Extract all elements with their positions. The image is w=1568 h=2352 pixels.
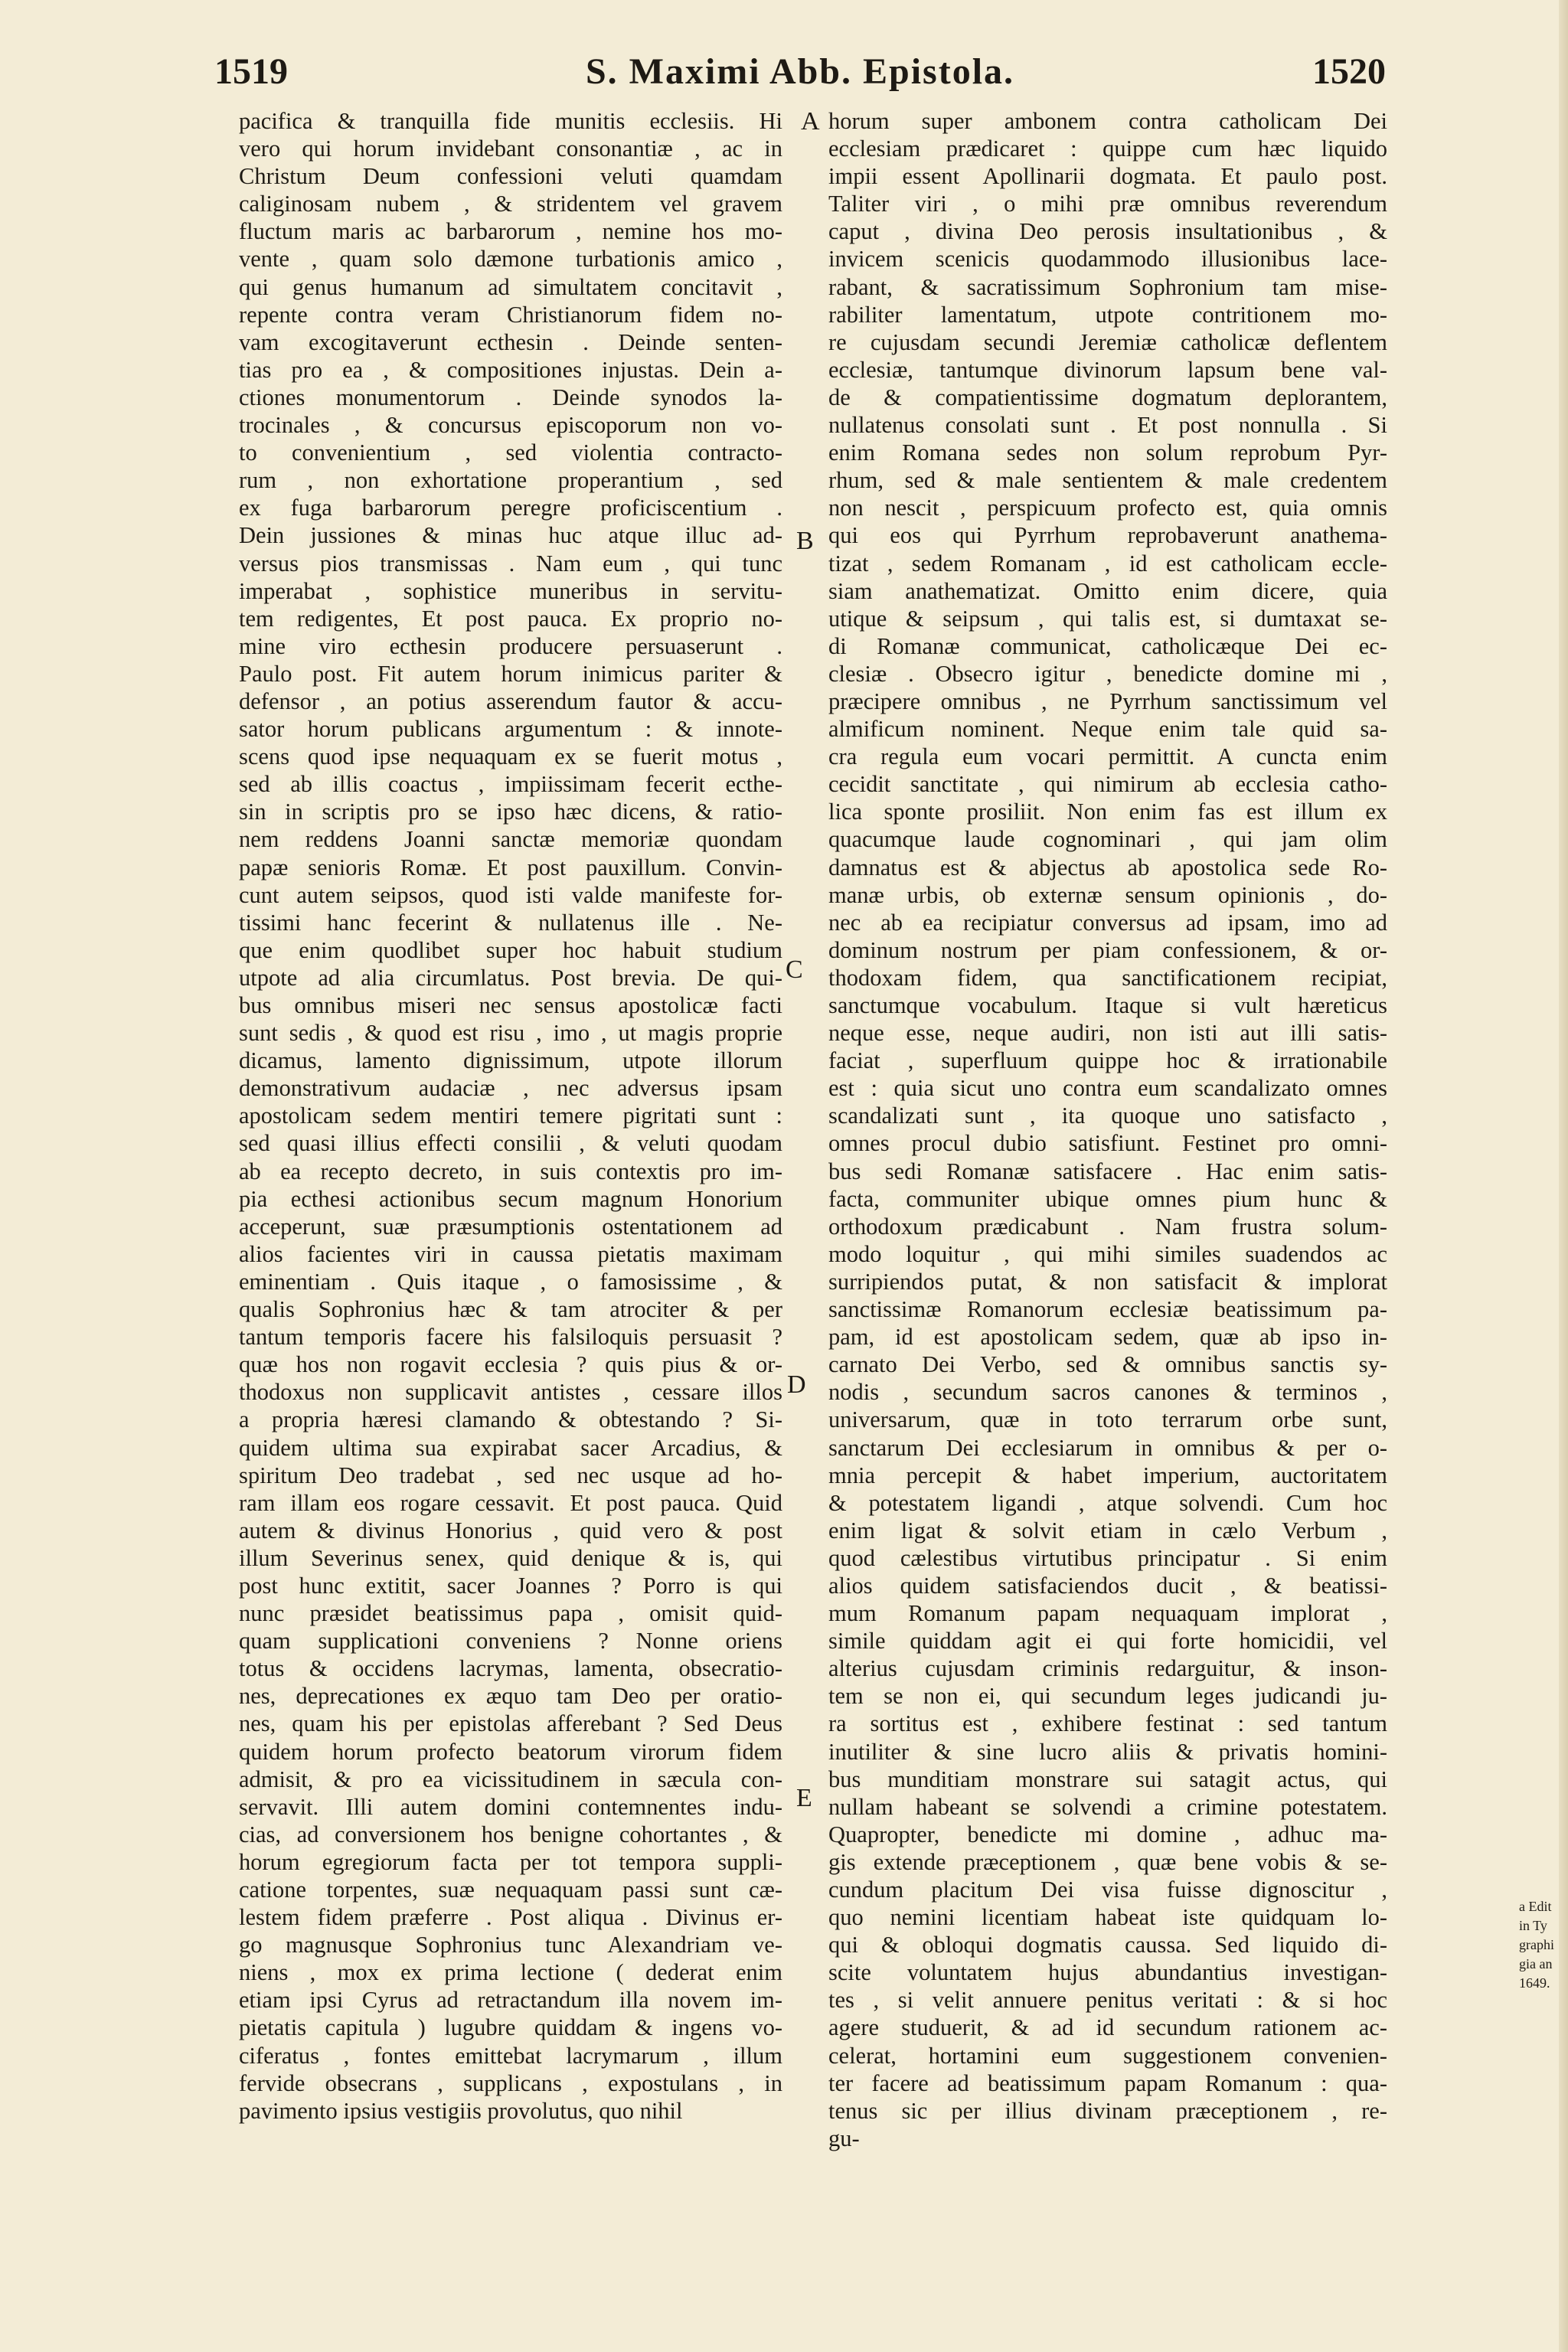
text-line: autem & divinus Honorius , quid vero & post — [239, 1517, 782, 1544]
text-line: versus pios transmissas . Nam eum , qui tunc — [239, 550, 782, 577]
text-line: que enim quodlibet super hoc habuit studium — [239, 936, 782, 963]
text-line: tenus sic per illius divinam præceptionem , re- — [828, 2097, 1387, 2124]
text-line: qui genus humanum ad simultatem concitavit , — [239, 273, 782, 300]
text-line: tissimi hanc fecerint & nullatenus ille . Ne- — [239, 909, 782, 936]
text-line: apostolicam sedem mentiri temere pigritati sunt : — [239, 1102, 782, 1129]
text-line: qualis Sophronius hæc & tam atrociter & per — [239, 1296, 782, 1323]
text-line: modo loquitur , qui mihi similes suadendos ac — [828, 1240, 1387, 1267]
side-note-line: 1649. — [1519, 1975, 1550, 1991]
text-line: est : quia sicut uno contra eum scandalizato omnes — [828, 1075, 1387, 1102]
text-line: Paulo post. Fit autem horum inimicus pariter & — [239, 660, 782, 687]
text-line: surripiendos putat, & non satisfacit & implorat — [828, 1268, 1387, 1295]
text-line: neque esse, neque audiri, non isti aut illi satis- — [828, 1020, 1387, 1047]
running-header — [214, 51, 1386, 104]
text-line: nullam habeant se solvendi a crimine potestatem. — [828, 1793, 1387, 1820]
text-line: Dein jussiones & minas huc atque illuc ad- — [239, 522, 782, 549]
page-title: S. Maximi Abb. Epistola. — [585, 51, 1015, 92]
text-line: mum Romanum papam nequaquam implorat , — [828, 1600, 1387, 1627]
text-line: facta, communiter ubique omnes pium hunc & — [828, 1185, 1387, 1212]
text-line: cra regula eum vocari permittit. A cuncta enim — [828, 743, 1387, 770]
text-line: cecidit sanctitate , qui nimirum ab ecclesia catho- — [828, 771, 1387, 798]
text-line: illum Severinus senex, quid denique & is, qui — [239, 1544, 782, 1571]
text-line: di Romanæ communicat, catholicæque Dei ec- — [828, 632, 1387, 659]
text-line: Taliter viri , o mihi præ omnibus reverendum — [828, 191, 1387, 217]
text-line: rhum, sed & male sentientem & male credentem — [828, 467, 1387, 494]
text-line: ex fuga barbarorum peregre proficiscentium . — [239, 495, 782, 521]
text-line: totus & occidens lacrymas, lamenta, obsecratio- — [239, 1655, 782, 1682]
text-line: tem se non ei, qui secundum leges judicandi ju- — [828, 1683, 1387, 1710]
text-line: quidem horum profecto beatorum virorum fidem — [239, 1738, 782, 1765]
text-line: pacifica & tranquilla fide munitis ecclesiis. Hi — [239, 108, 782, 134]
text-line: ter facere ad beatissimum papam Romanum : qua- — [828, 2069, 1387, 2096]
text-line: fluctum maris ac barbarorum , nemine hos mo- — [239, 218, 782, 245]
text-line: orthodoxum prædicabunt . Nam frustra solum- — [828, 1213, 1387, 1240]
text-line: alios facientes viri in caussa pietatis maximam — [239, 1240, 782, 1267]
text-line: thodoxam fidem, qua sanctificationem recipiat, — [828, 964, 1387, 991]
text-line: post hunc extitit, sacer Joannes ? Porro is qui — [239, 1572, 782, 1599]
text-line: defensor , an potius asserendum fautor & accu- — [239, 688, 782, 714]
text-line: scens quod ipse nequaquam ex se fuerit motus , — [239, 743, 782, 770]
text-line: utique & seipsum , qui talis est, si dumtaxat se- — [828, 605, 1387, 632]
text-line: non nescit , perspicuum profecto est, quia omnis — [828, 495, 1387, 521]
text-line: nec ab ea recipiatur conversus ad ipsam, imo ad — [828, 909, 1387, 936]
text-line: rum , non exhortatione properantium , sed — [239, 467, 782, 494]
text-line: spiritum Deo tradebat , sed nec usque ad ho- — [239, 1462, 782, 1488]
text-line: nes, quam his per epistolas afferebant ? Sed Deus — [239, 1710, 782, 1737]
text-line: dicamus, lamento dignissimum, utpote illorum — [239, 1047, 782, 1074]
text-line: enim Romana sedes non solum reprobum Pyr- — [828, 439, 1387, 466]
margin-letter-c: C — [786, 956, 803, 984]
text-line: utpote ad alia circumlatus. Post brevia. De qui- — [239, 964, 782, 991]
text-line: Christum Deum confessioni veluti quamdam — [239, 163, 782, 190]
text-line: sin in scriptis pro se ipso hæc dicens, & ratio- — [239, 799, 782, 825]
text-line: simile quiddam agit ei qui forte homicidii, vel — [828, 1628, 1387, 1655]
text-line: tem redigentes, Et post pauca. Ex proprio no- — [239, 605, 782, 632]
text-line: impii essent Apollinarii dogmata. Et paulo post. — [828, 163, 1387, 190]
text-line: sator horum publicans argumentum : & innote- — [239, 716, 782, 743]
left-page-number: 1519 — [214, 51, 288, 92]
text-line: sanctarum Dei ecclesiarum in omnibus & per o- — [828, 1434, 1387, 1461]
text-line: pia ecthesi actionibus secum magnum Honorium — [239, 1185, 782, 1212]
text-line: inutiliter & sine lucro aliis & privatis homini- — [828, 1738, 1387, 1765]
text-line: pam, id est apostolicam sedem, quæ ab ipso in- — [828, 1324, 1387, 1351]
text-line: quo nemini licentiam habeat iste quidquam lo- — [828, 1904, 1387, 1931]
margin-letter-e: E — [796, 1784, 812, 1812]
text-line: tantum temporis facere his falsiloquis persuasit ? — [239, 1324, 782, 1351]
text-line: demonstrativum audaciæ , nec adversus ipsam — [239, 1075, 782, 1102]
text-line: ram illam eos rogare cessavit. Et post pauca. Quid — [239, 1489, 782, 1516]
text-line: scandalizati sunt , ita quoque uno satisfacto , — [828, 1102, 1387, 1129]
side-note-line: graphi — [1519, 1937, 1554, 1952]
text-line: invicem scenicis quodammodo illusionibus lace- — [828, 246, 1387, 273]
text-line: clesiæ . Obsecro igitur , benedicte domine mi , — [828, 660, 1387, 687]
side-note-line: a Edit — [1519, 1899, 1552, 1914]
text-line: mine viro ecthesin producere persuaserunt . — [239, 632, 782, 659]
text-line: damnatus est & abjectus ab apostolica sede Ro- — [828, 854, 1387, 880]
text-line: dominum nostrum per piam confessionem, & or- — [828, 936, 1387, 963]
text-line: siam anathematizat. Omitto enim dicere, quia — [828, 577, 1387, 604]
text-line: papæ senioris Romæ. Et post pauxillum. Convin- — [239, 854, 782, 880]
text-line: acceperunt, suæ præsumptionis ostentationem ad — [239, 1213, 782, 1240]
text-line: cias, ad conversionem hos benigne cohortantes , & — [239, 1821, 782, 1847]
text-line: rabant, & sacratissimum Sophronium tam mise- — [828, 273, 1387, 300]
text-line: scite voluntatem hujus abundantius investigan- — [828, 1959, 1387, 1986]
text-line: gu- — [828, 2125, 860, 2151]
text-line: de & compatientissime dogmatum deplorantem, — [828, 384, 1387, 410]
text-line: Quapropter, benedicte mi domine , adhuc ma- — [828, 1821, 1387, 1847]
text-line: horum egregiorum facta per tot tempora suppli- — [239, 1848, 782, 1875]
text-line: sunt sedis , & quod est risu , imo , ut magis proprie — [239, 1020, 782, 1047]
text-line: quod cælestibus virtutibus principatur . Si enim — [828, 1544, 1387, 1571]
text-line: horum super ambonem contra catholicam Dei — [828, 108, 1387, 134]
text-line: ecclesiæ, tantumque divinorum lapsum bene val- — [828, 356, 1387, 383]
text-line: faciat , superfluum quippe hoc & irrationabile — [828, 1047, 1387, 1074]
text-line: fervide obsecrans , supplicans , expostulans , in — [239, 2069, 782, 2096]
text-line: cundum placitum Dei visa fuisse dignoscitur , — [828, 1877, 1387, 1903]
text-line: admisit, & pro ea vicissitudinem in sæcula con- — [239, 1766, 782, 1792]
text-line: lica sponte prosiliit. Non enim fas est illum ex — [828, 799, 1387, 825]
text-line: ab ea recepto decreto, in suis contextis pro im- — [239, 1158, 782, 1184]
text-line: qui & obloqui dogmatis caussa. Sed liquido di- — [828, 1932, 1387, 1958]
page-edge-shadow — [1559, 0, 1568, 2352]
text-line: go magnusque Sophronius tunc Alexandriam ve- — [239, 1932, 782, 1958]
text-line: cunt autem seipsos, quod isti valde manifeste for- — [239, 881, 782, 908]
margin-letter-d: D — [787, 1370, 806, 1399]
text-line: tizat , sedem Romanam , id est catholicam eccle- — [828, 550, 1387, 577]
text-line: quam supplicationi conveniens ? Nonne oriens — [239, 1628, 782, 1655]
text-line: omnes procul dubio satisfiunt. Festinet pro omni- — [828, 1130, 1387, 1157]
text-line: servavit. Illi autem domini contemnentes indu- — [239, 1793, 782, 1820]
right-text-column — [828, 107, 1387, 2152]
text-line: & potestatem ligandi , atque solvendi. Cum hoc — [828, 1489, 1387, 1516]
text-line: sed ab illis coactus , impiissimam fecerit ecthe- — [239, 771, 782, 798]
text-line: rabiliter lamentatum, utpote contritionem mo- — [828, 301, 1387, 328]
text-line: a propria hæresi clamando & obtestando ? Si- — [239, 1406, 782, 1433]
text-line: sanctumque vocabulum. Itaque si vult hæreticus — [828, 992, 1387, 1018]
text-line: quæ hos non rogavit ecclesia ? quis pius & or- — [239, 1351, 782, 1378]
text-line: bus omnibus miseri nec sensus apostolicæ facti — [239, 992, 782, 1018]
text-line: eminentiam . Quis itaque , o famosissime , & — [239, 1268, 782, 1295]
text-line: catione torpentes, suæ nequaquam passi sunt cæ- — [239, 1877, 782, 1903]
text-line: bus munditiam monstrare sui satagit actus, qui — [828, 1766, 1387, 1792]
text-line: tias pro ea , & compositiones injustas. Dein a- — [239, 356, 782, 383]
text-line: nem reddens Joanni sanctæ memoriæ quondam — [239, 826, 782, 853]
text-line: vam excogitaverunt ecthesin . Deinde senten- — [239, 328, 782, 355]
text-line: tes , si velit annuere penitus veritati : & si hoc — [828, 1987, 1387, 2014]
text-line: mnia percepit & habet imperium, auctoritatem — [828, 1462, 1387, 1488]
text-line: vero qui horum invidebant consonantiæ , ac in — [239, 136, 782, 162]
text-line: agere studuerit, & ad id secundum rationem ac- — [828, 2014, 1387, 2041]
text-line: gis extende præceptionem , quæ bene vobis & se- — [828, 1848, 1387, 1875]
text-line: quacumque laude cognominari , qui jam olim — [828, 826, 1387, 853]
text-line: imperabat , sophistice muneribus in servitu- — [239, 577, 782, 604]
margin-letter-a: A — [801, 107, 820, 136]
text-line: trocinales , & concursus episcoporum non vo- — [239, 412, 782, 439]
text-line: almificum nominent. Neque enim tale quid sa- — [828, 716, 1387, 743]
text-line: ecclesiam prædicaret : quippe cum hæc liquido — [828, 136, 1387, 162]
text-line: nunc præsidet beatissimus papa , omisit quid- — [239, 1600, 782, 1627]
text-line: præcipere omnibus , ne Pyrrhum sanctissimum vel — [828, 688, 1387, 714]
text-line: sanctissimæ Romanorum ecclesiæ beatissimum pa- — [828, 1296, 1387, 1323]
text-line: enim ligat & solvit etiam in cælo Verbum , — [828, 1517, 1387, 1544]
text-line: to convenientium , sed violentia contracto- — [239, 439, 782, 466]
text-line: nes, deprecationes ex æquo tam Deo per oratio- — [239, 1683, 782, 1710]
text-line: qui eos qui Pyrrhum reprobaverunt anathema- — [828, 522, 1387, 549]
text-line: pietatis capitula ) lugubre quiddam & ingens vo- — [239, 2014, 782, 2041]
text-line: nodis , secundum sacros canones & terminos , — [828, 1379, 1387, 1406]
text-line: manæ urbis, ob externæ sensum opinionis , do- — [828, 881, 1387, 908]
text-line: ra sortitus est , exhibere festinat : sed tantum — [828, 1710, 1387, 1737]
text-line: caput , divina Deo perosis insultationibus , & — [828, 218, 1387, 245]
margin-letter-b: B — [796, 527, 814, 555]
text-line: lestem fidem præferre . Post aliqua . Divinus er- — [239, 1904, 782, 1931]
text-line: etiam ipsi Cyrus ad retractandum illa novem im- — [239, 1987, 782, 2014]
text-line: bus sedi Romanæ satisfacere . Hac enim satis- — [828, 1158, 1387, 1184]
text-line: thodoxus non supplicavit antistes , cessare illos — [239, 1379, 782, 1406]
text-line: caliginosam nubem , & stridentem vel gravem — [239, 191, 782, 217]
right-page-number: 1520 — [1312, 51, 1386, 92]
text-line: sed quasi illius effecti consilii , & veluti quodam — [239, 1130, 782, 1157]
text-line: vente , quam solo dæmone turbationis amico , — [239, 246, 782, 273]
side-note-line: in Ty — [1519, 1918, 1547, 1933]
text-line: pavimento ipsius vestigiis provolutus, quo nihil — [239, 2097, 683, 2124]
text-line: celerat, hortamini eum suggestionem convenien- — [828, 2042, 1387, 2069]
text-line: repente contra veram Christianorum fidem no- — [239, 301, 782, 328]
text-line: nullatenus consolati sunt . Et post nonnulla . Si — [828, 412, 1387, 439]
left-text-column — [239, 107, 782, 2125]
text-line: re cujusdam secundi Jeremiæ catholicæ deflentem — [828, 328, 1387, 355]
text-line: universarum, quæ in toto terrarum orbe sunt, — [828, 1406, 1387, 1433]
text-line: ciferatus , fontes emittebat lacrymarum , illum — [239, 2042, 782, 2069]
text-line: alios quidem satisfaciendos ducit , & beatissi- — [828, 1572, 1387, 1599]
side-note-line: gia an — [1519, 1956, 1553, 1971]
text-line: alterius cujusdam criminis redarguitur, & inson- — [828, 1655, 1387, 1682]
text-line: carnato Dei Verbo, sed & omnibus sanctis sy- — [828, 1351, 1387, 1378]
text-line: quidem ultima sua expirabat sacer Arcadius, & — [239, 1434, 782, 1461]
text-line: ctiones monumentorum . Deinde synodos la- — [239, 384, 782, 410]
text-line: niens , mox ex prima lectione ( dederat enim — [239, 1959, 782, 1986]
